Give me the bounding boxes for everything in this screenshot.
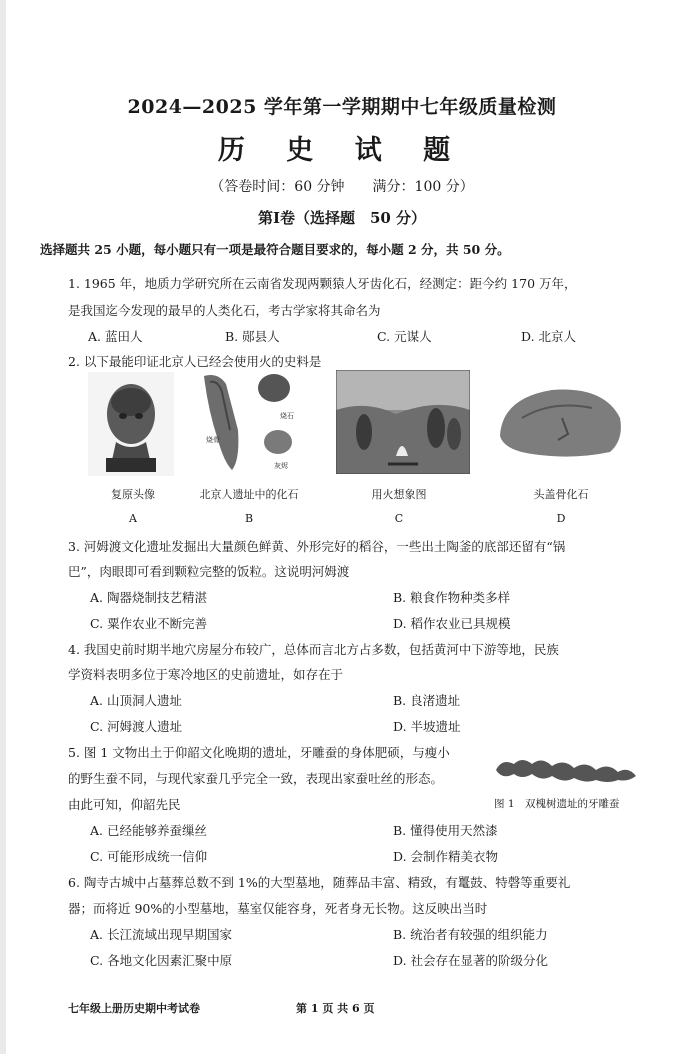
q6-option-a: A. 长江流域出现早期国家 xyxy=(90,927,232,942)
q5-option-b: B. 懂得使用天然漆 xyxy=(393,823,498,838)
q3-option-c: C. 粟作农业不断完善 xyxy=(90,616,208,631)
q3-option-a: A. 陶器烧制技艺精湛 xyxy=(90,590,207,605)
q1-option-a: A. 蓝田人 xyxy=(88,329,143,344)
q6-line1: 6. 陶寺古城中占墓葬总数不到 1%的大型墓地，随葬品丰富、精致，有鼍鼓、特磬等重要礼 xyxy=(68,875,571,890)
fossil-label-ash: 灰烬 xyxy=(274,462,288,470)
fossil-label-burnt-bone: 烧骨 xyxy=(206,436,220,444)
skull-cap-fossil-image xyxy=(492,378,626,468)
q2-line1: 2. 以下最能印证北京人已经会使用火的史料是 xyxy=(68,354,322,369)
q4-line1: 4. 我国史前时期半地穴房屋分布较广，总体而言北方占多数，包括黄河中下游等地，民族 xyxy=(68,642,559,657)
exam-title: 2024—2025 学年第一学期期中七年级质量检测 xyxy=(127,96,557,118)
q2-letter-c: C xyxy=(394,512,404,525)
q6-option-c: C. 各地文化因素汇聚中原 xyxy=(90,953,233,968)
q4-option-a: A. 山顶洞人遗址 xyxy=(90,693,182,708)
peking-man-site-fossils-image xyxy=(196,370,306,476)
figure-1-caption: 图 1 双槐树遗址的牙雕蚕 xyxy=(494,798,620,810)
fire-use-illustration-image xyxy=(336,370,470,474)
section-title: 第Ⅰ卷（选择题 50 分） xyxy=(257,209,427,227)
q5-option-d: D. 会制作精美衣物 xyxy=(393,849,499,864)
q5-line1: 5. 图 1 文物出土于仰韶文化晚期的遗址，牙雕蚕的身体肥硕，与瘦小 xyxy=(68,745,450,760)
q5-line3: 由此可知，仰韶先民 xyxy=(68,797,181,812)
q3-line2: 巴”，肉眼即可看到颗粒完整的饭粒。这说明河姆渡 xyxy=(68,564,350,579)
q4-option-d: D. 半坡遗址 xyxy=(393,719,461,734)
q2-letter-d: D xyxy=(556,512,566,525)
q6-option-b: B. 统治者有较强的组织能力 xyxy=(393,927,548,942)
q2-caption-d: 头盖骨化石 xyxy=(533,488,589,501)
fossil-label-burnt-stone: 烧石 xyxy=(280,412,294,420)
q5-option-a: A. 已经能够养蚕缫丝 xyxy=(90,823,207,838)
instructions: 选择题共 25 小题，每小题只有一项是最符合题目要求的，每小题 2 分，共 50 分。 xyxy=(40,242,510,257)
restored-head-bust-image xyxy=(88,372,174,476)
q1-line1: 1. 1965 年，地质力学研究所在云南省发现两颗猿人牙齿化石，经测定：距今约 170 万年， xyxy=(68,276,577,291)
q1-option-c: C. 元谋人 xyxy=(377,329,432,344)
q2-letter-b: B xyxy=(244,512,254,525)
exam-info: （答卷时间：60 分钟 满分：100 分） xyxy=(210,179,474,195)
q2-caption-b: 北京人遗址中的化石 xyxy=(199,488,299,501)
q5-option-c: C. 可能形成统一信仰 xyxy=(90,849,208,864)
footer-page-number: 第 1 页 共 6 页 xyxy=(296,1002,375,1015)
q2-caption-c: 用火想象图 xyxy=(371,488,427,501)
q1-option-d: D. 北京人 xyxy=(521,329,577,344)
q3-option-b: B. 粮食作物种类多样 xyxy=(393,590,511,605)
q6-option-d: D. 社会存在显著的阶级分化 xyxy=(393,953,549,968)
q6-line2: 器；而将近 90%的小型墓地，墓室仅能容身，死者身无长物。这反映出当时 xyxy=(68,901,488,916)
q1-option-b: B. 郧县人 xyxy=(225,329,280,344)
q4-line2: 学资料表明多位于寒冷地区的史前遗址，如存在于 xyxy=(68,667,344,682)
ivory-silkworm-image xyxy=(492,752,640,788)
q4-option-c: C. 河姆渡人遗址 xyxy=(90,719,183,734)
footer-exam-name: 七年级上册历史期中考试卷 xyxy=(68,1002,200,1015)
q1-line2: 是我国迄今发现的最早的人类化石，考古学家将其命名为 xyxy=(68,303,381,318)
q4-option-b: B. 良渚遗址 xyxy=(393,693,461,708)
subject-title: 历 史 试 题 xyxy=(217,135,467,166)
q3-option-d: D. 稻作农业已具规模 xyxy=(393,616,511,631)
q2-letter-a: A xyxy=(129,512,137,525)
q2-caption-a: 复原头像 xyxy=(111,488,155,501)
q3-line1: 3. 河姆渡文化遗址发掘出大量颜色鲜黄、外形完好的稻谷，一些出土陶釜的底部还留有“锅 xyxy=(68,539,566,554)
q5-line2: 的野生蚕不同，与现代家蚕几乎完全一致，表现出家蚕吐丝的形态。 xyxy=(68,771,444,786)
